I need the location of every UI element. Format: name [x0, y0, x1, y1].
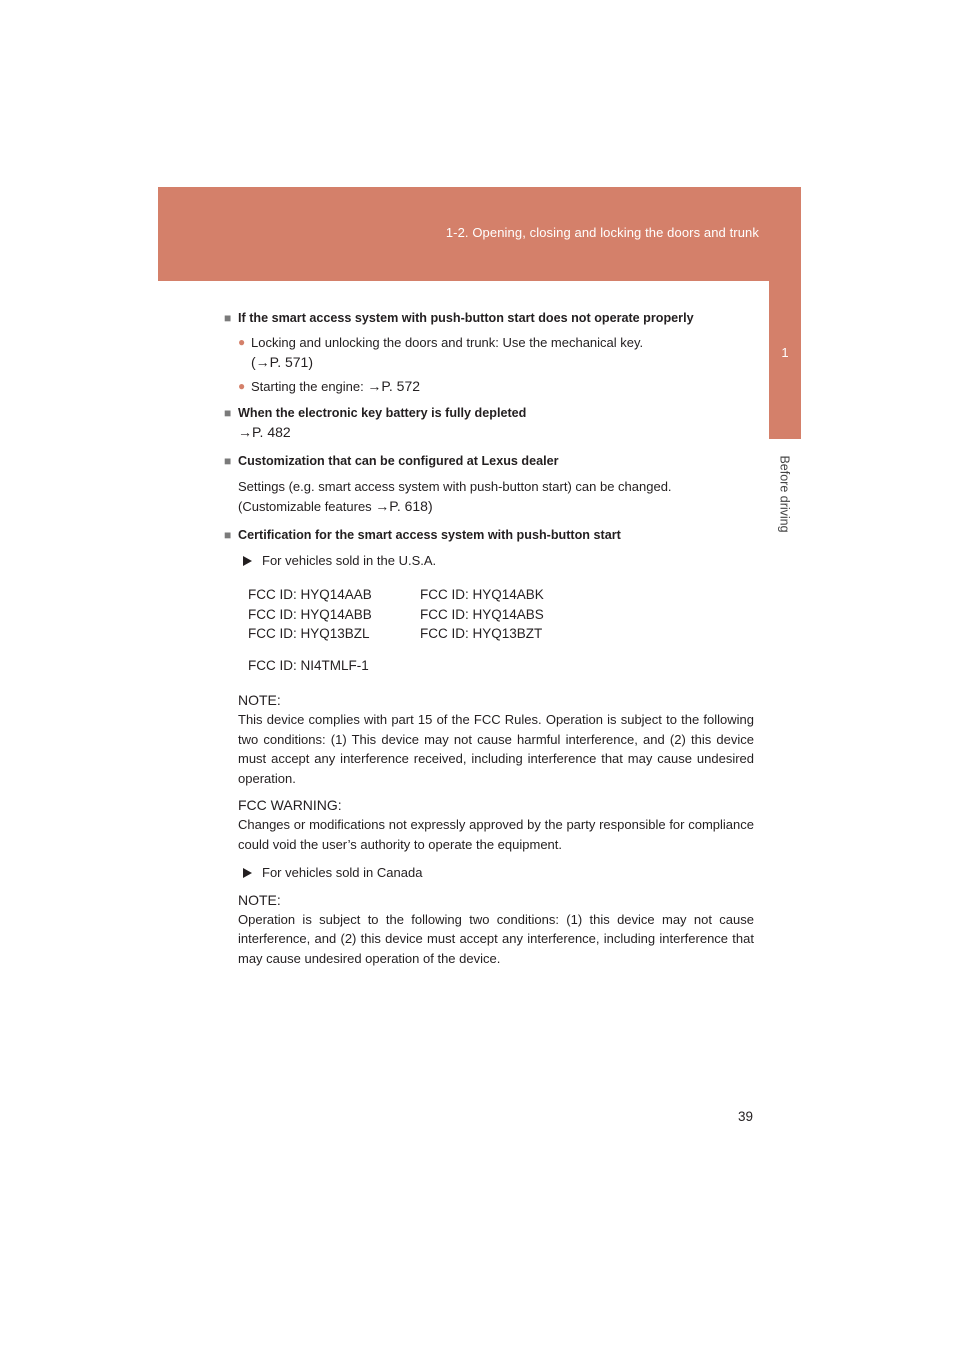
header-band: [158, 187, 801, 281]
region-label-usa: [238, 551, 754, 571]
region-label-canada: [238, 863, 754, 883]
chapter-number: 1: [781, 345, 789, 360]
note-text: Operation is subject to the following two conditions: (1) this device may not cause interference, and (2) this device must accept any interference, including interference that may cause undesired operation of the device.: [238, 911, 754, 966]
fcc-id: FCC ID: HYQ14AAB: [248, 587, 372, 602]
circle-bullet-icon: ●: [238, 379, 246, 393]
fcc-id: FCC ID: HYQ13BZT: [420, 626, 543, 641]
heading-customization: [224, 451, 754, 471]
list-item: [238, 333, 754, 372]
warning-heading: FCC WARNING:: [238, 797, 342, 814]
page-reference-link[interactable]: →P. 618): [375, 497, 433, 514]
page-reference-link[interactable]: (→P. 571): [251, 353, 313, 370]
page-number: 39: [738, 1109, 754, 1124]
circle-bullet-icon: ●: [238, 335, 246, 349]
body-text: (Customizable features: [238, 498, 376, 514]
chapter-label: [774, 448, 796, 540]
triangle-right-icon: [243, 556, 252, 566]
heading-text: If the smart access system with push-button start does not operate properly: [238, 311, 694, 325]
fcc-id: FCC ID: HYQ14ABB: [248, 606, 372, 622]
note-heading: NOTE:: [238, 692, 281, 708]
note-text: This device complies with part 15 of the FCC Rules. Operation is subject to the following two conditions: (1) This device may not cause harmful interference, and (2) this device must accept any interference received, including interference that may cause undesired operation.: [238, 712, 754, 786]
body-text: Settings (e.g. smart access system with push-button start) can be changed.: [238, 479, 672, 494]
fcc-id: FCC ID: HYQ13BZL: [248, 626, 370, 641]
triangle-right-icon: [243, 868, 252, 878]
page-content: [224, 308, 754, 968]
heading-key-battery-depleted: [224, 403, 754, 423]
square-icon: ■: [224, 405, 232, 420]
warning-text: Changes or modifications not expressly approved by the party responsible for compliance could void the user’s authority to operate the equipment.: [238, 817, 754, 852]
square-icon: ■: [224, 454, 232, 468]
fcc-id: FCC ID: HYQ14ABS: [420, 606, 544, 622]
chapter-label-text: Before driving: [778, 455, 792, 533]
fcc-id: FCC ID: NI4TMLF-1: [248, 657, 369, 673]
page-reference-link[interactable]: →P. 482: [238, 423, 291, 440]
heading-certification: [224, 525, 754, 545]
heading-smart-access-not-operating: [224, 308, 754, 328]
list-item: [238, 377, 754, 397]
fcc-id-grid: [248, 585, 754, 644]
section-title: 1-2. Opening, closing and locking the doors and trunk: [445, 225, 759, 240]
list-item-text: Locking and unlocking the doors and trunk: Use the mechanical key.: [251, 335, 644, 350]
square-icon: ■: [224, 311, 232, 325]
heading-text: When the electronic key battery is fully depleted: [238, 405, 527, 420]
chapter-tab: [769, 281, 801, 439]
square-icon: ■: [224, 528, 232, 542]
heading-text: Certification for the smart access system with push-button start: [238, 528, 621, 542]
fcc-id: FCC ID: HYQ14ABK: [420, 587, 544, 602]
list-item-text: Starting the engine:: [251, 379, 368, 394]
heading-text: Customization that can be configured at Lexus dealer: [238, 454, 559, 468]
note-heading: NOTE:: [238, 891, 281, 908]
page-reference-link[interactable]: →P. 572: [367, 378, 421, 394]
region-label-text: For vehicles sold in Canada: [262, 864, 423, 880]
region-label-text: For vehicles sold in the U.S.A.: [262, 553, 437, 568]
